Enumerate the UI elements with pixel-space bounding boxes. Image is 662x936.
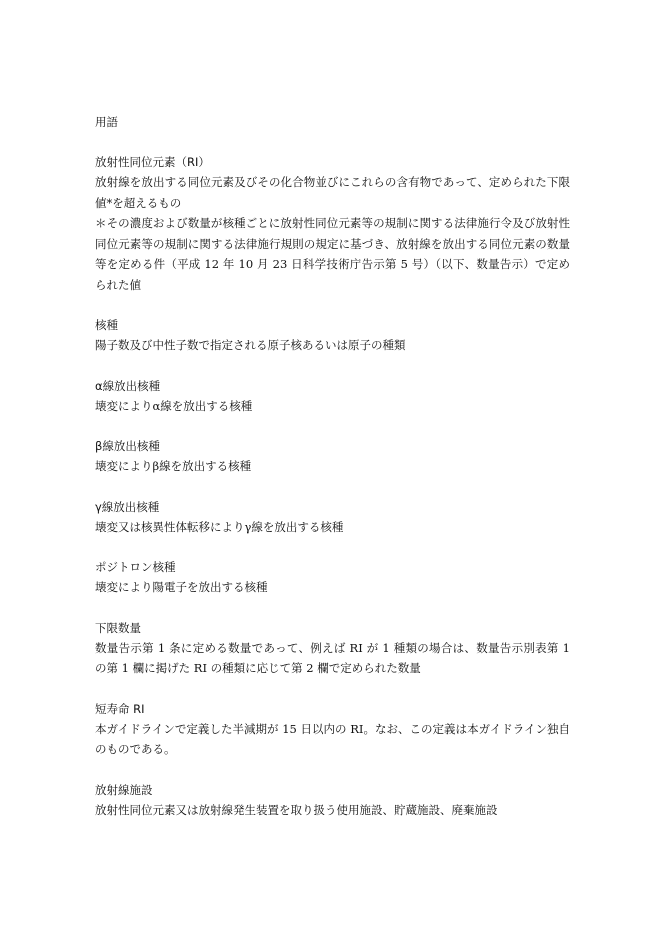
page-title: 用語 [95, 115, 118, 129]
term-beta-emitter [95, 436, 570, 477]
term-name: β線放出核種 [95, 439, 160, 453]
term-lower-limit-quantity [95, 618, 570, 679]
term-positron-emitter [95, 557, 570, 598]
term-name: 放射性同位元素（RI） [95, 155, 210, 169]
term-radiation-facility [95, 780, 570, 821]
term-name: 下限数量 [95, 620, 141, 635]
term-definition: 壊変によりβ線を放出する核種 [95, 459, 252, 473]
term-nuclide [95, 315, 570, 356]
term-footnote: ＊その濃度および数量が核種ごとに放射性同位元素等の規制に関する法律施行令及び放射性同位元素等の規制に関する法律施行規則の規定に基づき、放射線を放出する同位元素の数量等を定める件（平成 12 年 10 月 23 日科学技術庁告示第 5 号）（以下、数量告示）で定められた値 [95, 216, 570, 292]
term-definition: 数量告示第 1 条に定める数量であって、例えば RI が 1 種類の場合は、数量告示別表第 1 の第 1 欄に掲げた RI の種類に応じて第 2 欄で定められた数量 [95, 640, 570, 675]
term-name: α線放出核種 [95, 378, 161, 393]
term-definition: 壊変によりα線を放出する核種 [95, 398, 253, 413]
term-definition: 放射線を放出する同位元素及びその化合物並びにこれらの含有物であって、定められた下限値*を超えるもの [95, 175, 570, 210]
term-definition: 壊変により陽電子を放出する核種 [95, 580, 268, 594]
term-name: ポジトロン核種 [95, 560, 176, 574]
term-name: 短寿命 RI [95, 701, 145, 716]
term-alpha-emitter [95, 376, 570, 417]
term-definition: 壊変又は核異性体転移によりγ線を放出する核種 [95, 519, 344, 534]
term-ri [95, 152, 570, 295]
term-short-lived-ri [95, 699, 570, 760]
document-page [95, 112, 570, 840]
term-definition: 陽子数及び中性子数で指定される原子核あるいは原子の種類 [95, 338, 406, 352]
term-name: γ線放出核種 [95, 499, 160, 514]
term-definition: 放射性同位元素又は放射線発生装置を取り扱う使用施設、貯蔵施設、廃棄施設 [95, 802, 498, 817]
term-name: 放射線施設 [95, 782, 153, 797]
term-name: 核種 [95, 318, 118, 332]
term-definition: 本ガイドラインで定義した半減期が 15 日以内の RI。なお、この定義は本ガイドライン独自のものである。 [95, 721, 570, 756]
term-gamma-emitter [95, 497, 570, 538]
